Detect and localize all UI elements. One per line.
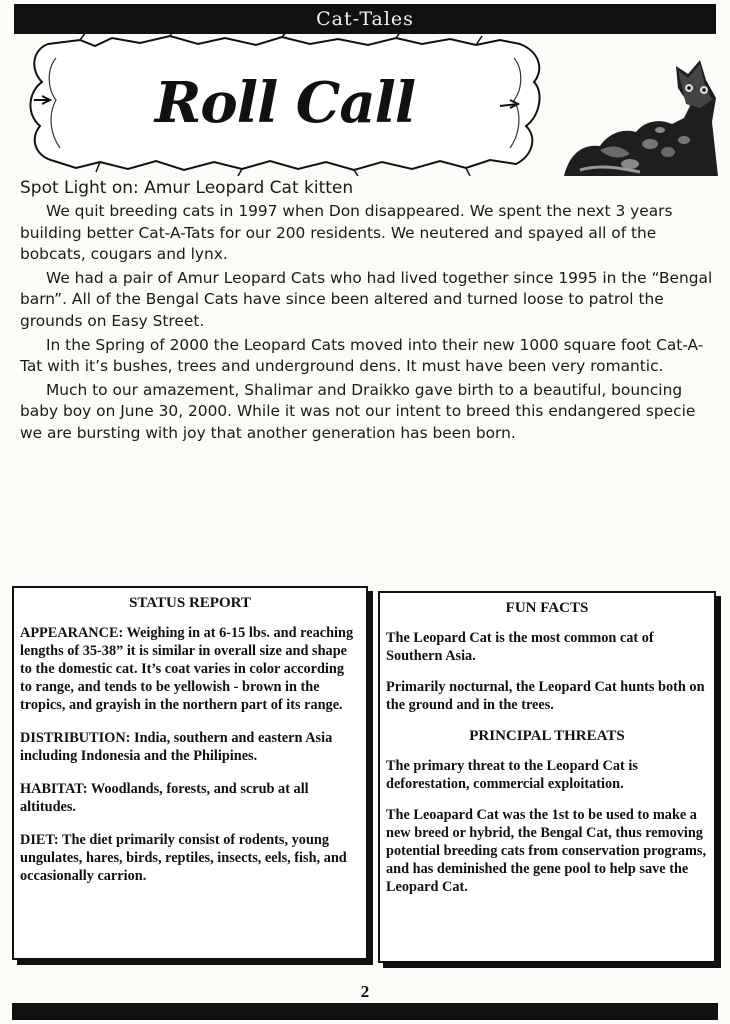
roll-call-banner — [20, 30, 550, 176]
article-headline: Spot Light on: Amur Leopard Cat kitten — [20, 178, 354, 198]
newsletter-title: Cat-Tales — [316, 8, 414, 30]
page-number: 2 — [360, 982, 370, 1001]
appearance-entry: APPEARANCE: Weighing in at 6-15 lbs. and reaching lengths of 35-38” it is similar in overall size and shape to the domestic cat. It’s coat varies in color according to range, and tends to be yellowish - brown in the tropics, and grayish in the northern part of its range. — [20, 625, 354, 713]
article-paragraph: Much to our amazement, Shalimar and Draikko gave birth to a beautiful, bouncing baby boy on June 30, 2000. While it was not our intent to breed this endangered specie we are bursting with joy that another generation has been born. — [20, 380, 696, 442]
principal-threats-heading: PRINCIPAL THREATS — [469, 728, 625, 744]
habitat-entry: HABITAT: Woodlands, forests, and scrub at all altitudes. — [20, 781, 309, 815]
fun-fact-item: The Leopard Cat is the most common cat of Southern Asia. — [386, 630, 654, 664]
fun-fact-item: Primarily nocturnal, the Leopard Cat hunts both on the ground and in the trees. — [386, 679, 705, 713]
article-paragraph: We had a pair of Amur Leopard Cats who had lived together since 1995 in the “Bengal barn”. All of the Bengal Cats have since been altered and turned loose to patrol the grounds on Easy Street. — [20, 268, 713, 330]
page-title: Roll Call — [154, 70, 416, 136]
leopard-cat-kitten-photo — [560, 48, 720, 176]
distribution-entry: DISTRIBUTION: India, southern and eastern Asia including Indonesia and the Philipines. — [20, 730, 333, 764]
threat-item: The Leoapard Cat was the 1st to be used to make a new breed or hybrid, the Bengal Cat, thus removing potential breeding cats from conservation programs, and has deminished the gene pool to help save the Leopard Cat. — [386, 807, 707, 895]
spotlight-article — [20, 176, 716, 447]
status-report-box — [12, 586, 368, 960]
fun-facts-box — [378, 591, 716, 963]
diet-entry: DIET: The diet primarily consist of rodents, young ungulates, hares, birds, reptiles, insects, eels, fish, and occasionally carrion. — [20, 832, 347, 884]
fun-facts-heading: FUN FACTS — [505, 600, 589, 616]
article-paragraph: We quit breeding cats in 1997 when Don disappeared. We spent the next 3 years building better Cat-A-Tats for our 200 residents. We neutered and spayed all of the bobcats, cougars and lynx. — [20, 202, 673, 264]
footer-bar — [12, 1003, 718, 1020]
threat-item: The primary threat to the Leopard Cat is deforestation, commercial exploitation. — [386, 758, 638, 792]
status-report-heading: STATUS REPORT — [129, 595, 251, 611]
article-paragraph: In the Spring of 2000 the Leopard Cats moved into their new 1000 square foot Cat-A-Tat with it’s bushes, trees and underground dens. It must have been very romantic. — [20, 335, 704, 376]
